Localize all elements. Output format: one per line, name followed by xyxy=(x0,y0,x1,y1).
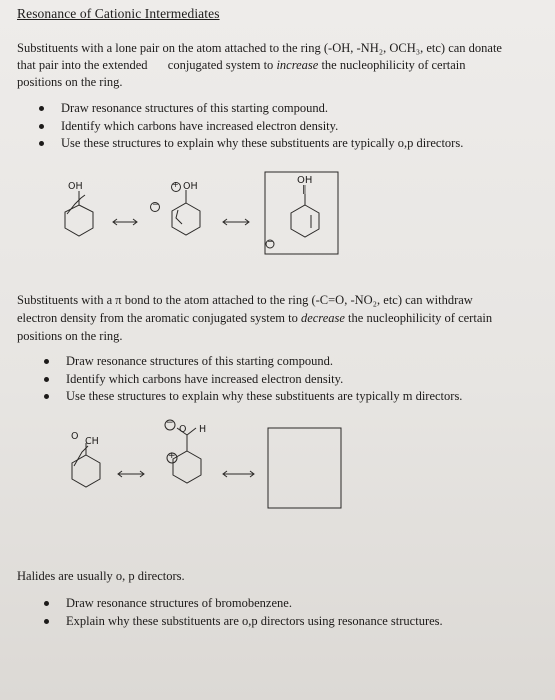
label-o-left: O xyxy=(71,431,79,442)
label-oh-left: OH xyxy=(68,181,83,192)
aldehyde-ring-left xyxy=(72,455,100,487)
section2-bullet-1: Draw resonance structures of this starting compound. xyxy=(66,353,462,371)
label-oh-right: OH xyxy=(297,175,313,186)
section3-bullet-2: Explain why these substituents are o,p directors using resonance structures. xyxy=(66,613,443,631)
section1-bullet-2: Identify which carbons have increased electron density. xyxy=(61,118,463,136)
section2-line2-emphasis: decrease xyxy=(300,311,345,325)
label-plus-middle-2: + xyxy=(168,451,176,461)
section1-line2-part1: that pair into the extended xyxy=(17,58,148,72)
section3-intro: Halides are usually o, p directors. xyxy=(17,569,185,583)
section1-bullet-3: Use these structures to explain why these substituents are typically o,p directors. xyxy=(61,135,463,153)
section1-line2-emphasis: increase xyxy=(276,58,319,72)
aldehyde-ring-middle xyxy=(173,451,201,483)
section3-bullet-list xyxy=(66,595,443,630)
label-minus-right: − xyxy=(267,237,274,246)
section2-intro-line1: Substituents with a π bond to the atom attached to the ring (-C=O, -NO₂, etc) can withdraw xyxy=(17,293,473,307)
answer-box-2 xyxy=(268,428,341,508)
section2-line2-part2: the nucleophilicity of certain xyxy=(348,311,493,325)
label-h-middle: H xyxy=(199,424,207,435)
section2-intro-line3: positions on the ring. xyxy=(17,329,123,343)
label-plus-middle: + xyxy=(172,180,179,189)
label-o-middle: O xyxy=(179,424,187,435)
label-minus-middle: − xyxy=(152,200,160,210)
page-title: Resonance of Cationic Intermediates xyxy=(17,6,220,21)
label-minus-middle-2: − xyxy=(166,418,174,428)
section1-line2-part2: conjugated system to xyxy=(167,58,274,72)
section1-line2-part3: the nucleophilicity of certain xyxy=(321,58,466,72)
label-oh-middle: OH xyxy=(183,181,198,192)
section1-intro-line1: Substituents with a lone pair on the atom attached to the ring (-OH, -NH₂, OCH₃, etc) can donate xyxy=(17,41,502,55)
section2-line2-part1: electron density from the aromatic conjugated system to xyxy=(17,311,298,325)
section1-intro-line3: positions on the ring. xyxy=(17,75,123,89)
label-ch-left: CH xyxy=(85,436,99,447)
section2-bullet-2: Identify which carbons have increased electron density. xyxy=(66,371,462,389)
section1-bullet-1: Draw resonance structures of this starting compound. xyxy=(61,100,463,118)
section2-bullet-3: Use these structures to explain why these substituents are typically m directors. xyxy=(66,388,462,406)
label-double-bond-right: ‖ xyxy=(302,185,307,195)
section3-bullet-1: Draw resonance structures of bromobenzene. xyxy=(66,595,443,613)
